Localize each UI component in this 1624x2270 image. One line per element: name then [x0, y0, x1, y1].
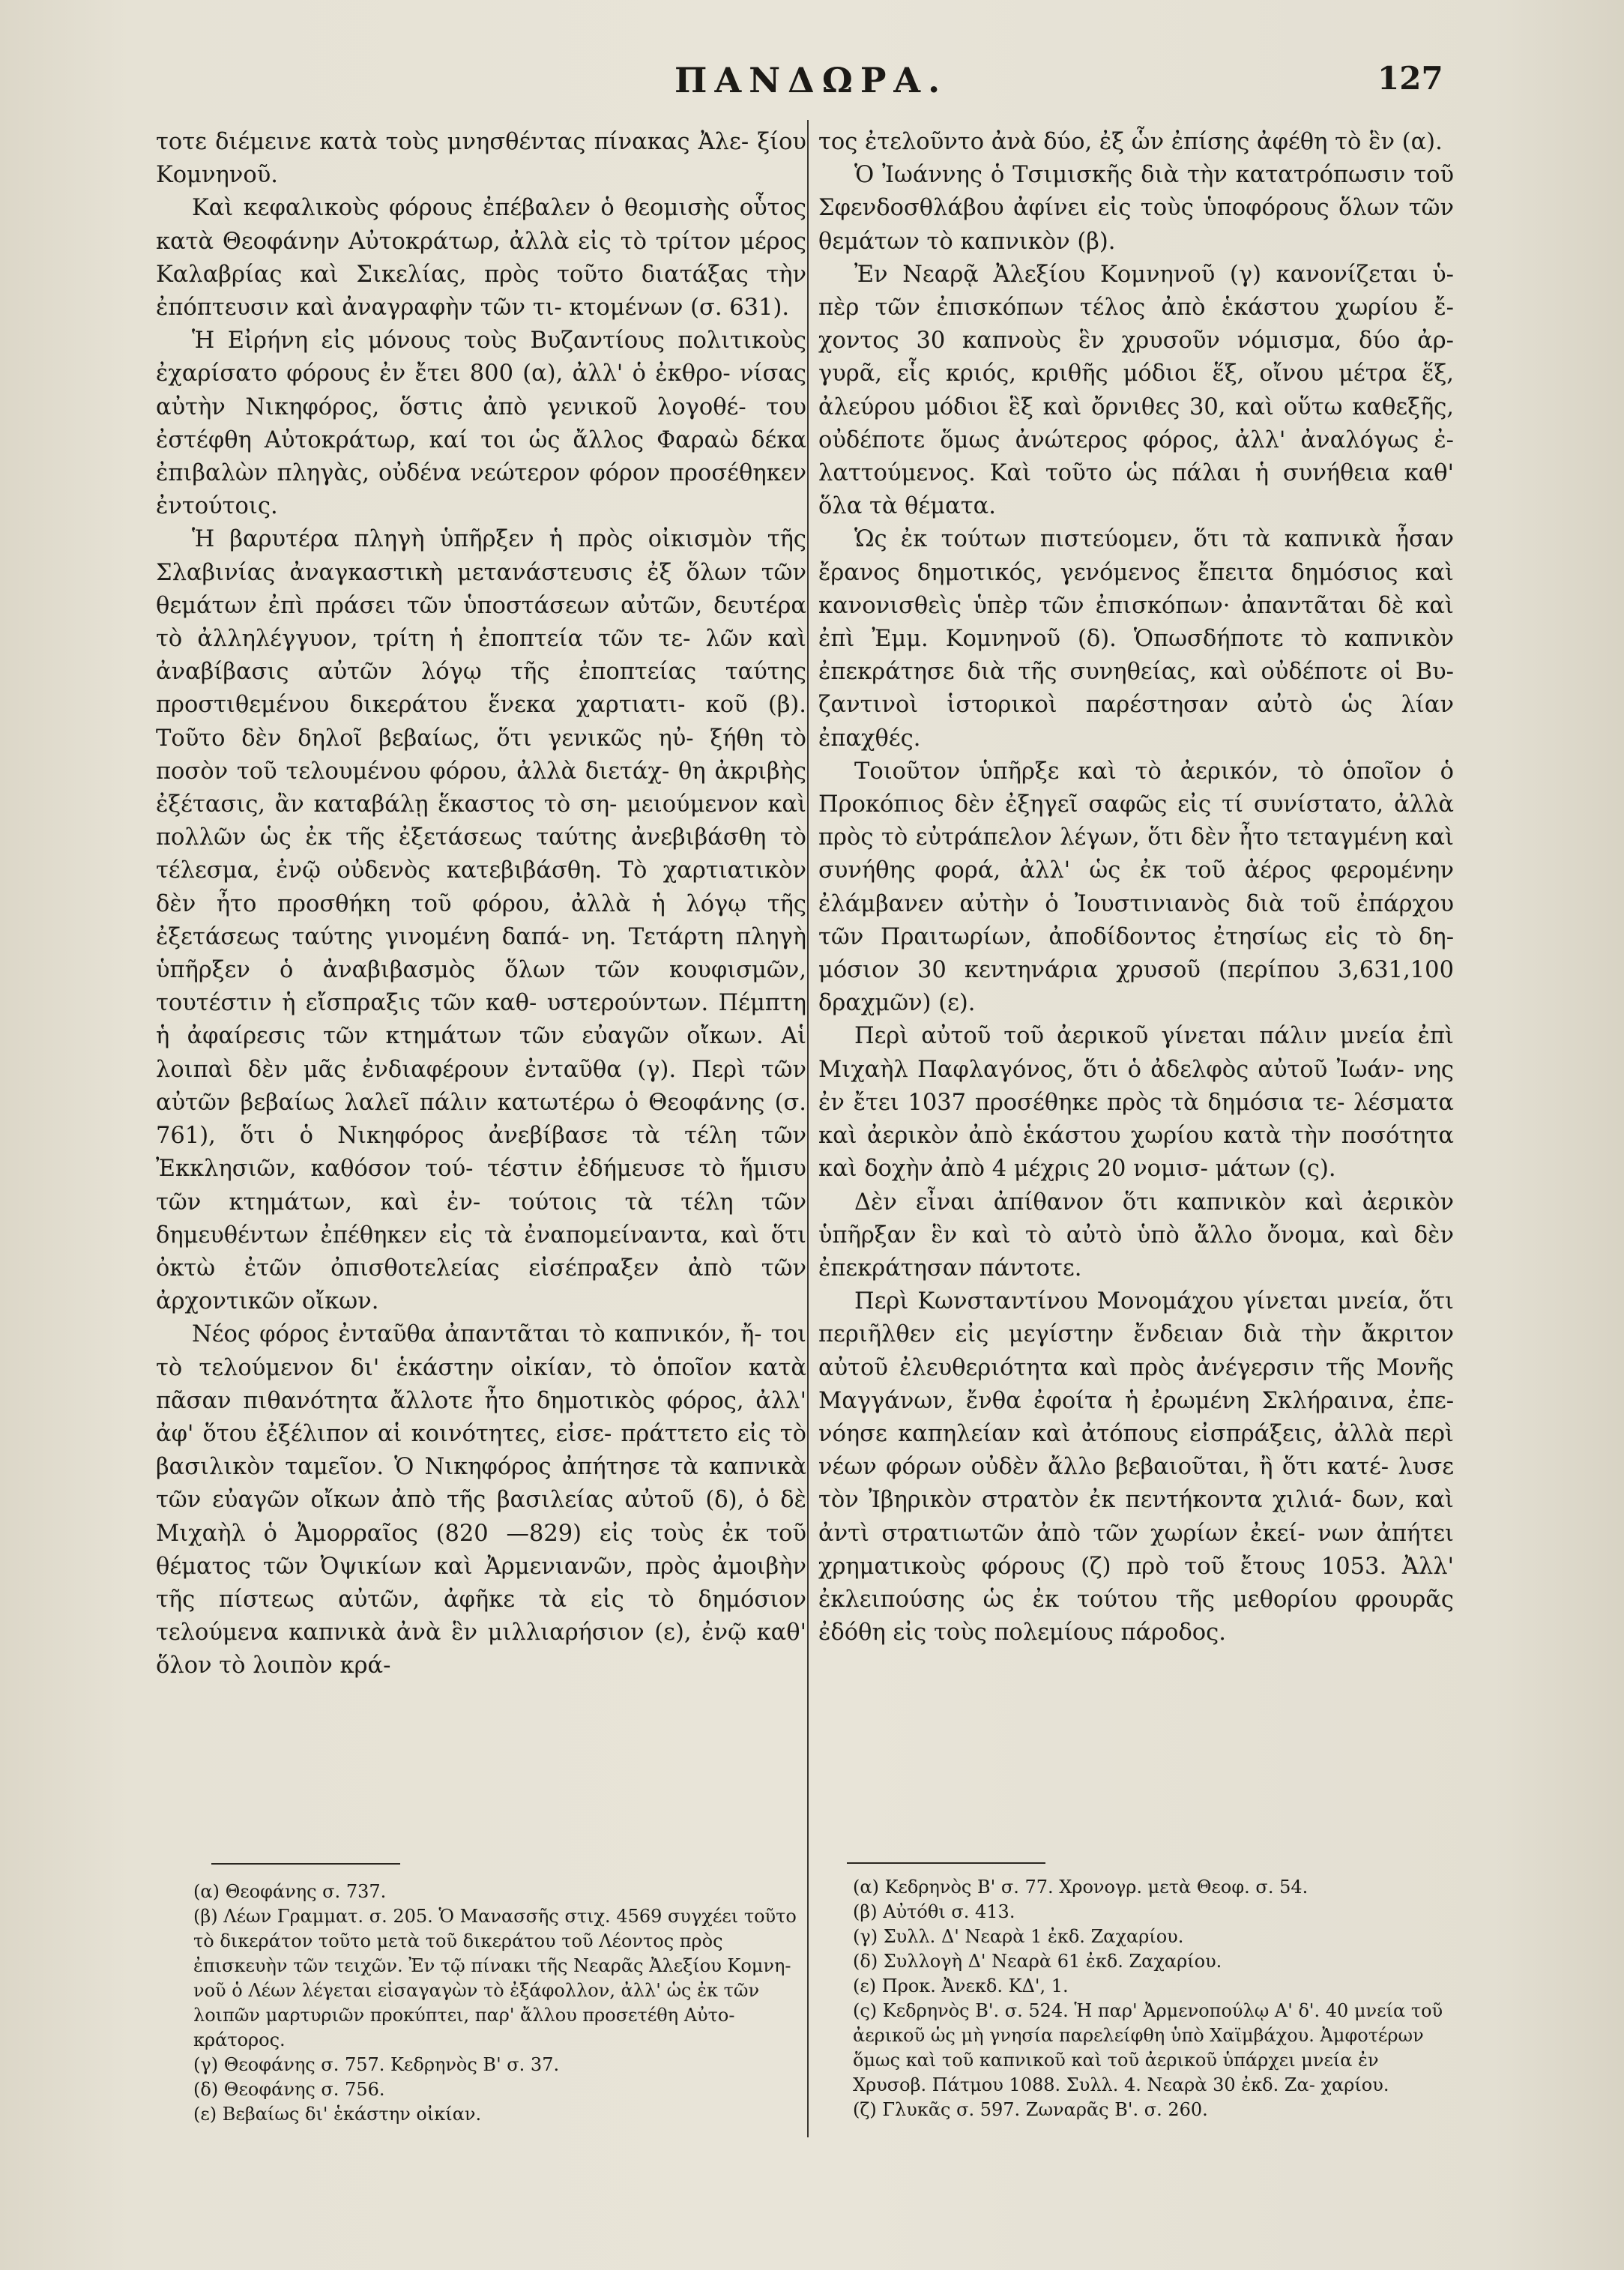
footnote: (γ) Συλλ. Δ' Νεαρὰ 1 ἐκδ. Ζαχαρίου. — [853, 1926, 1184, 1947]
paragraph: Νέος φόρος ἐνταῦθα ἀπαντᾶται τὸ καπνικόν, ἤ- τοι τὸ τελούμενον δι' ἑκάστην οἰκίαν, τὸ ὁποῖον κατὰ πᾶσαν πιθανότητα ἄλλοτε ἦτο δημοτικὸς φόρος, ἀλλ' ἀφ' ὅτου ἐξέλιπον αἱ κοινότητες, εἰσε- πράττετο εἰς τὸ βασιλικὸν ταμεῖον. Ὁ Νικηφόρος ἀπήτησε τὰ καπνικὰ τῶν εὐαγῶν οἴκων ἀπὸ τῆς βασιλείας αὐτοῦ (δ), ὁ δὲ Μιχαὴλ ὁ Ἀμορραῖος (820 —829) εἰς τοὺς ἐκ τοῦ θέματος τῶν Ὀψικίων καὶ Ἀρμενιανῶν, πρὸς ἀμοιβὴν τῆς πίστεως αὐτῶν, ἀφῆκε τὰ εἰς τὸ δημόσιον τελούμενα καπνικὰ ἀνὰ ἓν μιλλιαρήσιον (ε), ἐνῷ καθ' ὅλον τὸ λοιπὸν κρά- — [156, 1321, 807, 1679]
paragraph: Ὡς ἐκ τούτων πιστεύομεν, ὅτι τὰ καπνικὰ ἦσαν ἔρανος δημοτικός, γενόμενος ἔπειτα δημόσιος καὶ κανονισθεὶς ὑπὲρ τῶν ἐπισκόπων· ἀπαντᾶται δὲ καὶ ἐπὶ Ἐμμ. Κομνηνοῦ (δ). Ὁπωσδήποτε τὸ καπνικὸν ἐπεκράτησε διὰ τῆς συνηθείας, καὶ οὐδέποτε οἱ Βυ- ζαντινοὶ ἱστορικοὶ παρέστησαν αὐτὸ ὡς λίαν ἐπαχθές. — [818, 526, 1454, 752]
left-column — [156, 126, 806, 1683]
paragraph: Ἐν Νεαρᾷ Ἀλεξίου Κομνηνοῦ (γ) κανονίζεται ὑ- πὲρ τῶν ἐπισκόπων τέλος ἀπὸ ἑκάστου χωρίου ἔ- χοντος 30 καπνοὺς ἓν χρυσοῦν νόμισμα, δύο ἀρ- γυρᾶ, εἷς κριός, κριθῆς μόδιοι ἕξ, οἴνου μέτρα ἕξ, ἀλεύρου μόδιοι ἓξ καὶ ὄρνιθες 30, καὶ οὕτω καθεξῆς, οὐδέποτε ὅμως ἀνώτερος φόρος, ἀλλ' ἀναλόγως ἐ- λαττούμενος. Καὶ τοῦτο ὡς πάλαι ἡ συνήθεια καθ' ὅλα τὰ θέματα. — [818, 261, 1454, 520]
paragraph: τοτε διέμεινε κατὰ τοὺς μνησθέντας πίνακας Ἀλε- ξίου Κομνηνοῦ. — [156, 129, 806, 189]
footnote: (ε) Προκ. Ἀνεκδ. ΚΔ', 1. — [853, 1975, 1069, 1996]
footnote-rule — [211, 1863, 400, 1865]
paragraph: Περὶ Κωνσταντίνου Μονομάχου γίνεται μνεία, ὅτι περιῆλθεν εἰς μεγίστην ἔνδειαν διὰ τὴν ἄκριτον αὐτοῦ ἐλευθεριότητα καὶ πρὸς ἀνέγερσιν τῆς Μονῆς Μαγγάνων, ἔνθα ἐφοίτα ἡ ἐρωμένη Σκλήραινα, ἐπε- νόησε καπηλείαν καὶ ἀτόπους εἰσπράξεις, ἀλλὰ περὶ νέων φόρων οὐδὲν ἄλλο βεβαιοῦται, ἢ ὅτι κατέ- λυσε τὸν Ἰβηρικὸν στρατὸν ἐκ πεντήκοντα χιλιά- δων, καὶ ἀντὶ στρατιωτῶν ἀπὸ τῶν χωρίων ἐκεί- νων ἀπήτει χρηματικοὺς φόρους (ζ) πρὸ τοῦ ἔτους 1053. Ἀλλ' ἐκλειπούσης ὡς ἐκ τούτου τῆς μεθορίου φρουρᾶς ἐδόθη εἰς τοὺς πολεμίους πάροδος. — [818, 1288, 1455, 1646]
paragraph: Καὶ κεφαλικοὺς φόρους ἐπέβαλεν ὁ θεομισὴς οὗτος κατὰ Θεοφάνην Αὐτοκράτωρ, ἀλλὰ εἰς τὸ τρίτον μέρος Καλαβρίας καὶ Σικελίας, πρὸς τοῦτο διατάξας τὴν ἐπόπτευσιν καὶ ἀναγραφὴν τῶν τι- κτομένων (σ. 631). — [156, 195, 807, 322]
paragraph: Ἡ Εἰρήνη εἰς μόνους τοὺς Βυζαντίους πολιτικοὺς ἐχαρίσατο φόρους ἐν ἔτει 800 (α), ἀλλ' ὁ ἐκθρο- νίσας αὐτὴν Νικηφόρος, ὅστις ἀπὸ γενικοῦ λογοθέ- του ἐστέφθη Αὐτοκράτωρ, καί τοι ὡς ἄλλος Φαραὼ δέκα ἐπιβαλὼν πληγὰς, οὐδένα νεώτερον φόρον προσέθηκεν ἐντούτοις. — [156, 327, 806, 520]
footnote: (δ) Συλλογὴ Δ' Νεαρὰ 61 ἐκδ. Ζαχαρίου. — [853, 1951, 1222, 1972]
footnote: (α) Θεοφάνης σ. 737. — [193, 1881, 387, 1902]
running-header — [0, 60, 1624, 112]
footnote: (β) Αὐτόθι σ. 413. — [853, 1901, 1015, 1922]
right-footnotes — [853, 1875, 1452, 2122]
right-column — [818, 126, 1454, 1649]
footnote: (δ) Θεοφάνης σ. 756. — [193, 2079, 385, 2100]
paragraph: Περὶ αὐτοῦ τοῦ ἀερικοῦ γίνεται πάλιν μνεία ἐπὶ Μιχαὴλ Παφλαγόνος, ὅτι ὁ ἀδελφὸς αὐτοῦ Ἰωάν- νης ἐν ἔτει 1037 προσέθηκε πρὸς τὰ δημόσια τε- λέσματα καὶ ἀερικὸν ἀπὸ ἑκάστου χωρίου κατὰ τὴν ποσότητα καὶ δοχὴν ἀπὸ 4 μέχρις 20 νομισ- μάτων (ς). — [818, 1023, 1455, 1183]
footnote-rule — [847, 1862, 1045, 1864]
footnote: (ε) Βεβαίως δι' ἑκάστην οἰκίαν. — [193, 2104, 482, 2125]
paragraph: Δὲν εἶναι ἀπίθανον ὅτι καπνικὸν καὶ ἀερικὸν ὑπῆρξαν ἓν καὶ τὸ αὐτὸ ὑπὸ ἄλλο ὄνομα, καὶ δὲν ἐπεκράτησαν πάντοτε. — [818, 1189, 1454, 1282]
journal-title: ΠΑΝΔΩΡΑ. — [674, 60, 948, 100]
column-divider — [807, 120, 809, 2137]
left-footnotes — [193, 1880, 800, 2127]
paragraph: Ὁ Ἰωάννης ὁ Τσιμισκῆς διὰ τὴν κατατρόπωσιν τοῦ Σφενδοσθλάβου ἀφίνει εἰς τοὺς ὑποφόρους ὅλων τῶν θεμάτων τὸ καπνικὸν (β). — [818, 162, 1454, 255]
footnote: (γ) Θεοφάνης σ. 757. Κεδρηνὸς Β' σ. 37. — [193, 2054, 560, 2075]
page-number: 127 — [1377, 60, 1443, 97]
footnote: (ζ) Γλυκᾶς σ. 597. Ζωναρᾶς Β'. σ. 260. — [853, 2099, 1208, 2120]
footnote: (ς) Κεδρηνὸς Β'. σ. 524. Ἡ παρ' Ἀρμενοπούλῳ Α' δ'. 40 μνεία τοῦ ἀερικοῦ ὡς μὴ γνησία παρελείφθη ὑπὸ Χαϊμβάχου. Ἀμφοτέρων ὅμως καὶ τοῦ καπνικοῦ καὶ τοῦ ἀερικοῦ ὑπάρχει μνεία ἐν Χρυσοβ. Πάτμου 1088. Συλλ. 4. Νεαρὰ 30 ἐκδ. Ζα- χαρίου. — [853, 2000, 1443, 2095]
paragraph: Ἡ βαρυτέρα πληγὴ ὑπῆρξεν ἡ πρὸς οἰκισμὸν τῆς Σλαβινίας ἀναγκαστικὴ μετανάστευσις ἐξ ὅλων τῶν θεμάτων ἐπὶ πράσει τῶν ὑποστάσεων αὐτῶν, δευτέρα τὸ ἀλληλέγγυον, τρίτη ἡ ἐποπτεία τῶν τε- λῶν καὶ ἀναβίβασις αὐτῶν λόγῳ τῆς ἐποπτείας ταύτης προστιθεμένου δικεράτου ἕνεκα χαρτιατι- κοῦ (β). Τοῦτο δὲν δηλοῖ βεβαίως, ὅτι γενικῶς ηὐ- ξήθη τὸ ποσὸν τοῦ τελουμένου φόρου, ἀλλὰ διετάχ- θη ἀκριβὴς ἐξέτασις, ἂν καταβάλῃ ἕκαστος τὸ ση- μειούμενον καὶ πολλῶν ὡς ἐκ τῆς ἐξετάσεως ταύτης ἀνεβιβάσθη τὸ τέλεσμα, ἐνῷ οὐδενὸς κατεβιβάσθη. Τὸ χαρτιατικὸν δὲν ἦτο προσθήκη τοῦ φόρου, ἀλλὰ ἡ λόγῳ τῆς ἐξετάσεως ταύτης γινομένη δαπά- νη. Τετάρτη πληγὴ ὑπῆρξεν ὁ ἀναβιβασμὸς ὅλων τῶν κουφισμῶν, τουτέστιν ἡ εἴσπραξις τῶν καθ- υστερούντων. Πέμπτη ἡ ἀφαίρεσις τῶν κτημάτων τῶν εὐαγῶν οἴκων. Αἱ λοιπαὶ δὲν μᾶς ἐνδιαφέρουν ἐνταῦθα (γ). Περὶ τῶν αὐτῶν βεβαίως λαλεῖ πάλιν κατωτέρω ὁ Θεοφάνης (σ. 761), ὅτι ὁ Νικηφόρος ἀνεβίβασε τὰ τέλη τῶν Ἐκκλησιῶν, καθόσον τού- τέστιν ἐδήμευσε τὸ ἥμισυ τῶν κτημάτων, καὶ ἐν- τούτοις τὰ τέλη τῶν δημευθέντων ἐπέθηκεν εἰς τὰ ἐναπομείναντα, καὶ ὅτι ὀκτὼ ἐτῶν ὀπισθοτελείας εἰσέπραξεν ἀπὸ τῶν ἀρχοντικῶν οἴκων. — [156, 526, 807, 1315]
paragraph: τος ἐτελοῦντο ἀνὰ δύο, ἐξ ὧν ἐπίσης ἀφέθη τὸ ἓν (α). — [818, 129, 1443, 155]
footnote: (β) Λέων Γραμματ. σ. 205. Ὁ Μανασσῆς στιχ. 4569 συγχέει τοῦτο τὸ δικεράτον τοῦτο μετὰ τοῦ δικεράτου τοῦ Λέοντος πρὸς ἐπισκευὴν τῶν τειχῶν. Ἐν τῷ πίνακι τῆς Νεαρᾶς Ἀλεξίου Κομνη- νοῦ ὁ Λέων λέγεται εἰσαγαγὼν τὸ ἐξάφολλον, ἀλλ' ὡς ἐκ τῶν λοιπῶν μαρτυριῶν προκύπτει, παρ' ἄλλου προσετέθη Αὐτο- κράτορος. — [193, 1906, 797, 2050]
paragraph: Τοιοῦτον ὑπῆρξε καὶ τὸ ἀερικόν, τὸ ὁποῖον ὁ Προκόπιος δὲν ἐξηγεῖ σαφῶς εἰς τί συνίστατο, ἀλλὰ πρὸς τὸ εὐτράπελον λέγων, ὅτι δὲν ἦτο τεταγμένη καὶ συνήθης φορά, ἀλλ' ὡς ἐκ τοῦ ἀέρος φερομένην ἐλάμβανεν αὐτὴν ὁ Ἰουστινιανὸς διὰ τοῦ ἐπάρχου τῶν Πραιτωρίων, ἀποδίδοντος ἐτησίως εἰς τὸ δη- μόσιον 30 κεντηνάρια χρυσοῦ (περίπου 3,631,100 δραχμῶν) (ε). — [818, 758, 1454, 1017]
footnote: (α) Κεδρηνὸς Β' σ. 77. Χρονογρ. μετὰ Θεοφ. σ. 54. — [853, 1877, 1308, 1898]
